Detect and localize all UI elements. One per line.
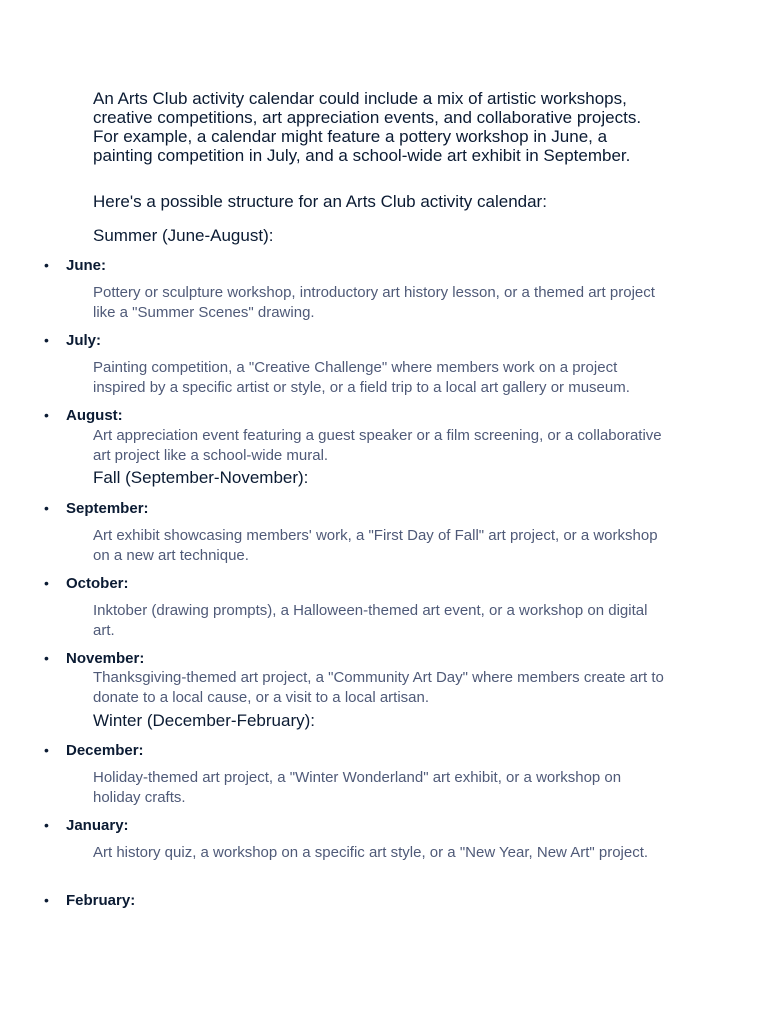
- month-description-september: Art exhibit showcasing members' work, a "First Day of Fall" art project, or a workshop on a new art technique.: [93, 527, 658, 564]
- month-description-august: Art appreciation event featuring a guest speaker or a film screening, or a collaborative art project like a school-wide mural.: [93, 427, 662, 464]
- month-item-january: [44, 816, 129, 835]
- month-label: July:: [66, 332, 102, 349]
- month-label: January:: [66, 817, 129, 834]
- bullet-marker: •: [44, 892, 49, 908]
- month-label: February:: [66, 892, 136, 909]
- month-description-july: Painting competition, a "Creative Challenge" where members work on a project inspired by a specific artist or style, or a field trip to a local art gallery or museum.: [93, 359, 630, 396]
- month-item-december: [44, 741, 144, 760]
- bullet-marker: •: [44, 257, 49, 273]
- month-label: June:: [66, 257, 107, 274]
- bullet-marker: •: [44, 650, 49, 666]
- month-item-october: [44, 574, 129, 593]
- month-description-october: Inktober (drawing prompts), a Halloween-themed art event, or a workshop on digital art.: [93, 602, 648, 639]
- month-label: December:: [66, 742, 144, 759]
- bullet-marker: •: [44, 742, 49, 758]
- month-item-june: [44, 256, 106, 275]
- month-item-february: [44, 891, 135, 910]
- month-label: September:: [66, 500, 149, 517]
- month-description-january: Art history quiz, a workshop on a specific art style, or a "New Year, New Art" project.: [93, 844, 649, 861]
- month-item-september: [44, 499, 149, 518]
- month-item-november: [44, 649, 144, 668]
- bullet-marker: •: [44, 332, 49, 348]
- month-description-june: Pottery or sculpture workshop, introductory art history lesson, or a themed art project like a "Summer Scenes" drawing.: [93, 284, 655, 321]
- season-heading-winter: Winter (December-February):: [93, 711, 315, 730]
- bullet-marker: •: [44, 575, 49, 591]
- month-item-august: [44, 406, 123, 425]
- season-heading-fall: Fall (September-November):: [93, 468, 309, 487]
- season-heading-summer: Summer (June-August):: [93, 226, 274, 245]
- month-label: November:: [66, 650, 145, 667]
- bullet-marker: •: [44, 817, 49, 833]
- month-label: August:: [66, 407, 123, 424]
- bullet-marker: •: [44, 407, 49, 423]
- month-item-july: [44, 331, 101, 350]
- month-description-november: Thanksgiving-themed art project, a "Community Art Day" where members create art to donate to a local cause, or a visit to a local artisan.: [93, 669, 664, 706]
- bullet-marker: •: [44, 500, 49, 516]
- month-description-december: Holiday-themed art project, a "Winter Wonderland" art exhibit, or a workshop on holiday crafts.: [93, 769, 622, 806]
- intro-paragraph: An Arts Club activity calendar could include a mix of artistic workshops, creative competitions, art appreciation events, and collaborative projects. For example, a calendar might feature a pottery workshop in June, a painting competition in July, and a school-wide art exhibit in September.: [93, 89, 642, 165]
- structure-intro: Here's a possible structure for an Arts Club activity calendar:: [93, 192, 547, 211]
- month-label: October:: [66, 575, 129, 592]
